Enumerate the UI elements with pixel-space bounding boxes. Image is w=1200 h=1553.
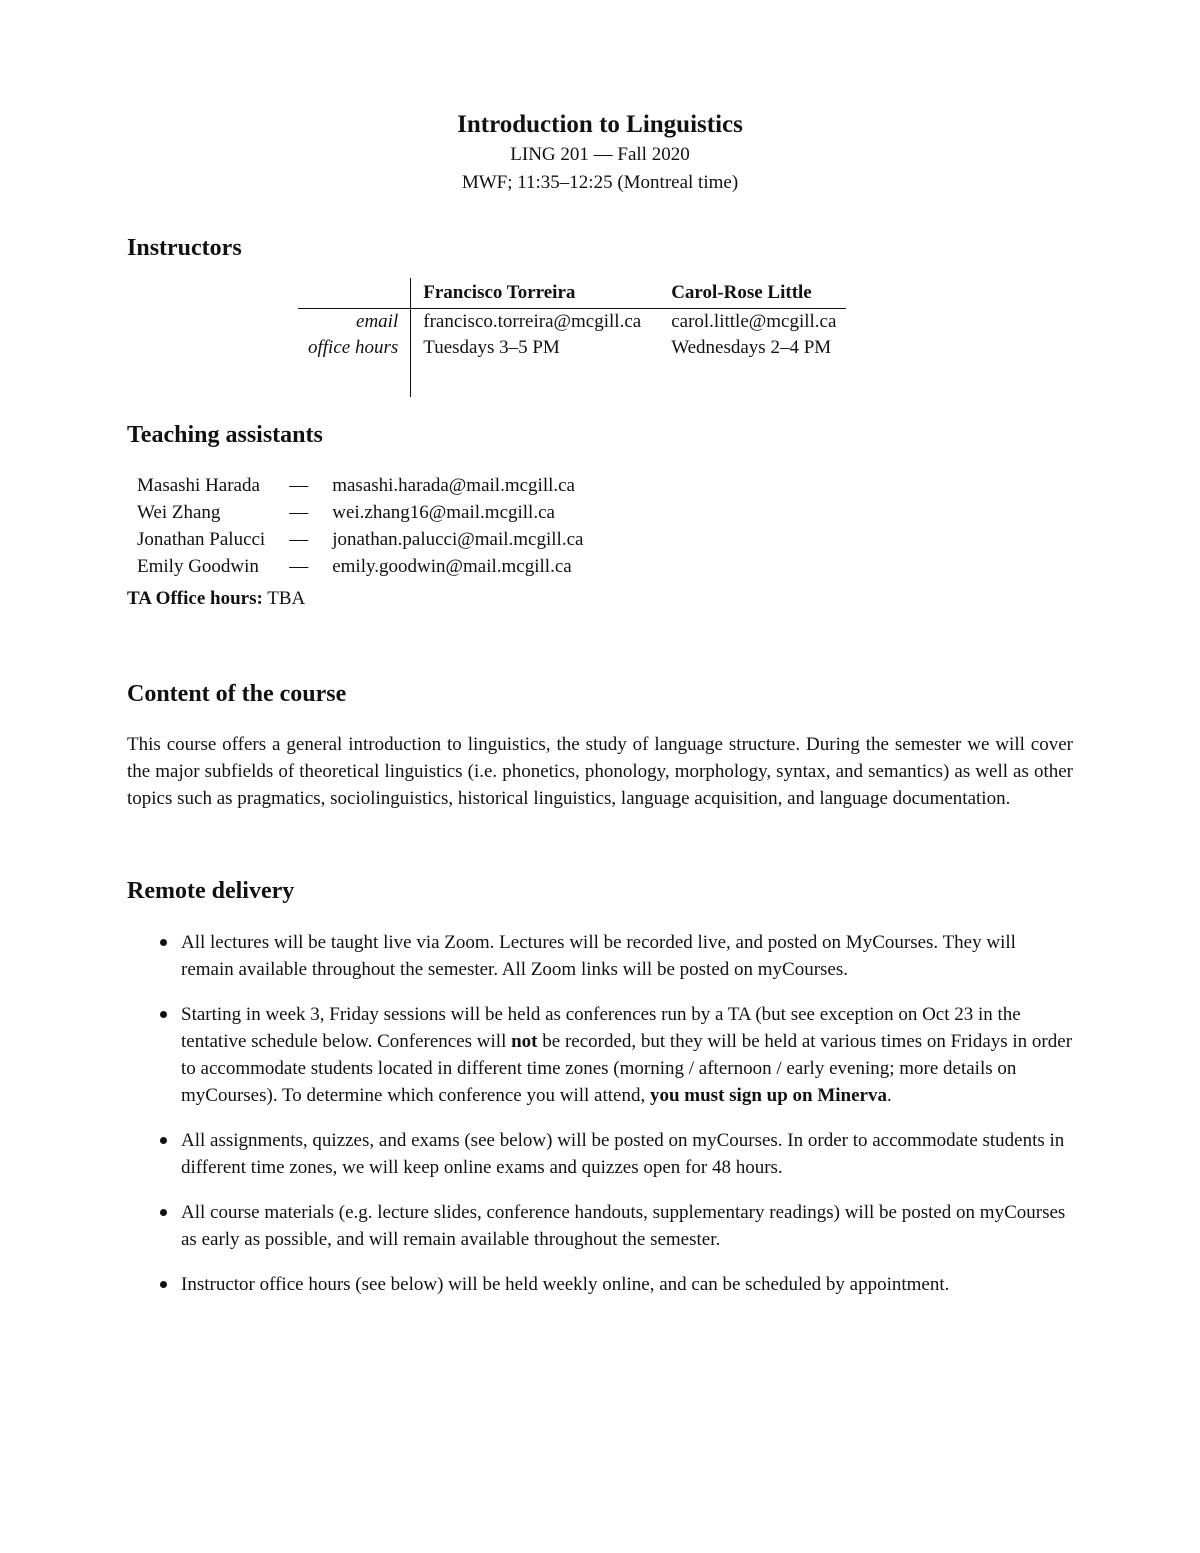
list-item [127, 1271, 1073, 1298]
ta-row [137, 553, 583, 580]
instructor-office-hours: Tuesdays 3–5 PM [423, 337, 560, 358]
ta-separator: — [289, 474, 309, 496]
ta-separator: — [289, 501, 309, 523]
bullet-text: Instructor office hours (see below) will be held weekly online, and can be scheduled by appointment. [181, 1274, 950, 1295]
list-item [127, 1001, 1073, 1109]
instructor-name: Francisco Torreira [411, 278, 651, 309]
bullet-text-part: be recorded, but they will be held at various times on Fridays in order to accommodate students located in different time zones (morning / afternoon / early evening; more details on myCourses). To determine which conference you will attend, [181, 1031, 1073, 1106]
ta-row [137, 526, 583, 553]
ta-separator: — [289, 528, 309, 550]
title-block [127, 109, 1073, 197]
ta-email: wei.zhang16@mail.mcgill.ca [332, 501, 555, 523]
ta-separator: — [289, 555, 309, 577]
ta-list [137, 472, 583, 580]
bullet-icon [160, 1281, 167, 1288]
spacer-cell [298, 361, 411, 397]
bullet-text: All course materials (e.g. lecture slides, conference handouts, supplementary readings) will be posted on myCourses as early as possible, and will remain available throughout the semester. [181, 1202, 1066, 1250]
instructors-table [298, 278, 846, 397]
ta-name: Jonathan Palucci [137, 528, 266, 550]
bullet-text: All lectures will be taught live via Zoom. Lectures will be recorded live, and posted on MyCourses. They will remain available throughout the semester. All Zoom links will be posted on myCourses. [181, 932, 1016, 980]
ta-office-hours [127, 588, 305, 610]
schedule-line: MWF; 11:35–12:25 (Montreal time) [461, 172, 739, 193]
ta-office-hours-label: TA Office hours: [127, 588, 263, 609]
ta-name: Emily Goodwin [137, 555, 259, 577]
instructors-spacer-row [298, 361, 846, 397]
header-corner-cell [298, 278, 411, 309]
bullet-text-part: Starting in week 3, Friday sessions will be held as conferences run by a TA (but see exception on Oct 23 in the tentative schedule below. Conferences will [181, 1004, 1021, 1052]
row-label: office hours [298, 335, 411, 361]
remote-delivery-list [127, 929, 1073, 1316]
row-label: email [298, 309, 411, 336]
bullet-text-bold: not [511, 1031, 538, 1052]
instructors-row-email [298, 309, 846, 336]
content-heading: Content of the course [127, 681, 347, 707]
teaching-assistants-heading: Teaching assistants [127, 422, 323, 448]
bullet-text-part: . [887, 1085, 892, 1106]
list-item [127, 1127, 1073, 1181]
bullet-icon [160, 1209, 167, 1216]
list-item [127, 929, 1073, 983]
bullet-icon [160, 1137, 167, 1144]
bullet-icon [160, 1011, 167, 1018]
ta-row [137, 499, 583, 526]
instructors-header-row [298, 278, 846, 309]
ta-row [137, 472, 583, 499]
instructor-office-hours: Wednesdays 2–4 PM [671, 337, 832, 358]
course-line: LING 201 — Fall 2020 [510, 144, 690, 165]
ta-email: emily.goodwin@mail.mcgill.ca [332, 555, 572, 577]
content-paragraph: This course offers a general introduction to linguistics, the study of language structure. During the semester we will cover the major subfields of theoretical linguistics (i.e. phonetics, phonology, morphology, syntax, and semantics) as well as other topics such as pragmatics, sociolinguistics, historical linguistics, language acquisition, and language documentation. [127, 734, 1073, 809]
instructors-row-office-hours [298, 335, 846, 361]
bullet-icon [160, 939, 167, 946]
bullet-text: All assignments, quizzes, and exams (see below) will be posted on myCourses. In order to accommodate students in different time zones, we will keep online exams and quizzes open for 48 hours. [181, 1130, 1065, 1178]
instructor-email: carol.little@mcgill.ca [671, 311, 837, 332]
ta-name: Wei Zhang [137, 501, 221, 523]
bullet-text-bold: you must sign up on Minerva [649, 1085, 887, 1106]
document-title: Introduction to Linguistics [457, 111, 743, 138]
instructor-email: francisco.torreira@mcgill.ca [423, 311, 642, 332]
ta-office-hours-value: TBA [267, 588, 306, 609]
instructor-name: Carol-Rose Little [651, 278, 846, 309]
spacer-cell [411, 361, 651, 397]
ta-email: masashi.harada@mail.mcgill.ca [332, 474, 575, 496]
ta-name: Masashi Harada [137, 474, 260, 496]
remote-delivery-heading: Remote delivery [127, 878, 295, 904]
ta-email: jonathan.palucci@mail.mcgill.ca [332, 528, 584, 550]
list-item [127, 1199, 1073, 1253]
instructors-heading: Instructors [127, 235, 242, 261]
spacer-cell [651, 361, 846, 397]
